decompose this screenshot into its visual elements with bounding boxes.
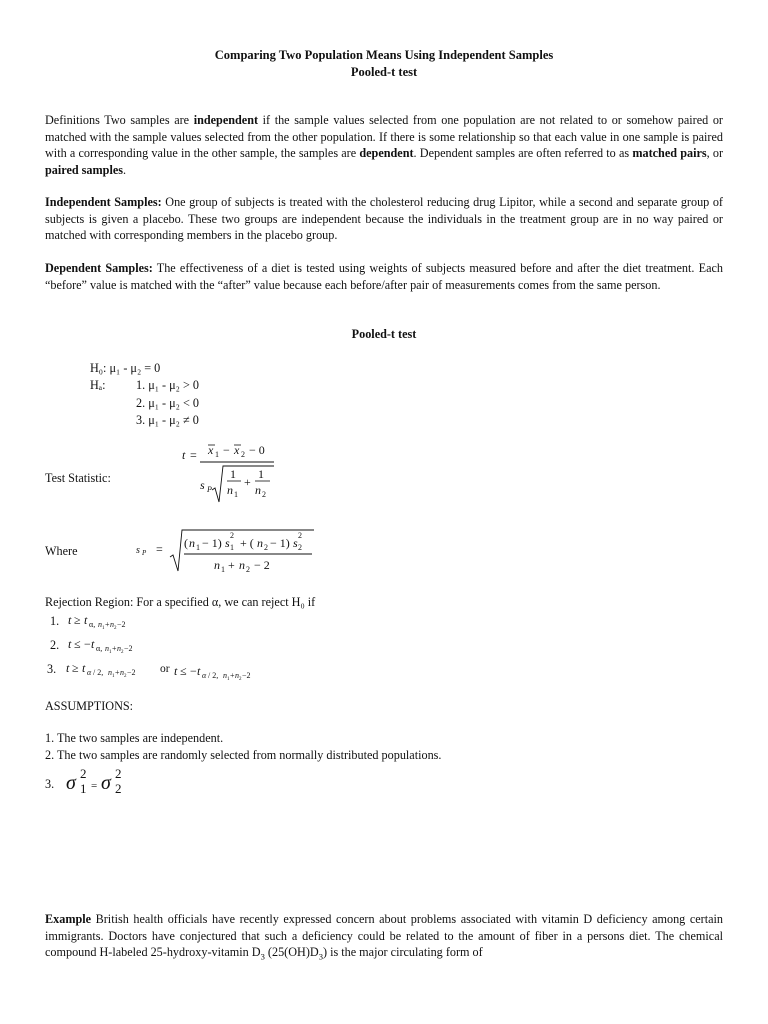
svg-text:n: n xyxy=(110,620,114,629)
assumptions-heading: ASSUMPTIONS: xyxy=(45,699,134,713)
equal-variance-formula xyxy=(66,765,146,795)
svg-text:≤: ≤ xyxy=(74,637,81,651)
svg-text:n: n xyxy=(255,483,261,497)
pooled-sd-formula xyxy=(136,527,321,577)
rejection-formula-3 xyxy=(66,659,276,681)
svg-text:1: 1 xyxy=(109,650,112,655)
svg-text:1: 1 xyxy=(80,781,87,796)
svg-text:2: 2 xyxy=(114,626,117,631)
svg-text:s: s xyxy=(293,536,298,550)
svg-text:2: 2 xyxy=(124,674,127,679)
section-heading: Pooled-t test xyxy=(351,327,417,341)
svg-text:− 1): − 1) xyxy=(202,536,222,550)
definitions-text: if the sample values selected from one population are not related to or somehow paired or matched with the sample values selected from the other population. If there is some relationship so that each value in one sample is paired with a corresponding value in the other sample, the samples are xyxy=(45,113,723,161)
svg-text:2: 2 xyxy=(298,531,302,540)
dependent-samples-label: Dependent Samples: xyxy=(45,261,153,275)
svg-text:2: 2 xyxy=(241,450,245,459)
svg-text:t: t xyxy=(182,448,186,462)
term-dependent: dependent xyxy=(359,146,414,161)
svg-text:n: n xyxy=(214,558,220,572)
example-text: (25(OH)D xyxy=(264,945,319,960)
svg-text:n: n xyxy=(98,620,102,629)
svg-text:1: 1 xyxy=(221,565,225,574)
svg-text:1: 1 xyxy=(258,467,264,481)
svg-text:1: 1 xyxy=(227,677,230,682)
svg-text:α,: α, xyxy=(89,620,96,629)
rejection-item-3-number: 3. xyxy=(47,662,57,676)
svg-text:s: s xyxy=(136,545,140,556)
term-matched-pairs: matched pairs xyxy=(632,146,707,161)
alt-hypothesis-3: 3. μ₁ - μ₂ ≠ 0 xyxy=(136,413,199,427)
svg-text:α,: α, xyxy=(96,644,103,653)
svg-text:α: α xyxy=(202,671,207,680)
svg-text:t: t xyxy=(82,661,86,675)
svg-text:n: n xyxy=(239,558,245,572)
dependent-samples-text: The effectiveness of a diet is tested using weights of subjects measured before and after the diet treatment. Each “before” value is matched with the “after” value because each before/after pair of measurements comes from the same person. xyxy=(45,261,723,292)
svg-text:+: + xyxy=(230,671,235,680)
svg-text:x: x xyxy=(208,443,214,457)
svg-text:+: + xyxy=(105,620,110,629)
page-title: Comparing Two Population Means Using Independent Samples xyxy=(214,48,554,62)
svg-text:1: 1 xyxy=(230,543,234,552)
svg-text:1: 1 xyxy=(230,467,236,481)
where-label: Where xyxy=(45,544,78,558)
assumption-2: 2. The two samples are randomly selected from normally distributed populations. xyxy=(45,748,442,762)
svg-text:1: 1 xyxy=(112,674,115,679)
svg-text:n: n xyxy=(108,668,112,677)
svg-text:P: P xyxy=(207,485,212,494)
svg-text:n: n xyxy=(223,671,227,680)
svg-text:n: n xyxy=(189,536,195,550)
svg-text:+ (: + ( xyxy=(240,536,254,550)
svg-text:=: = xyxy=(156,542,163,556)
svg-text:x: x xyxy=(234,443,240,457)
svg-text:2: 2 xyxy=(115,766,122,781)
svg-text:n: n xyxy=(235,671,239,680)
example-text: British health officials have recently expressed concern about problems associated with vitamin D deficiency among certain immigrants. Doctors have conjectured that such a deficiency could be related to the amount of fiber in a persons diet. The chemical compound H-labeled 25-hydroxy-vitamin D xyxy=(45,912,723,960)
example-text: ) is the major circulating form of xyxy=(322,945,483,960)
svg-text:+: + xyxy=(115,668,120,677)
svg-text:−2: −2 xyxy=(117,620,126,629)
alt-hypothesis-2: 2. μ₁ - μ₂ < 0 xyxy=(136,396,199,410)
svg-text:− 1): − 1) xyxy=(270,536,290,550)
svg-text:n: n xyxy=(227,483,233,497)
definitions-text: . xyxy=(123,162,127,177)
svg-text:2: 2 xyxy=(246,565,250,574)
svg-text:t: t xyxy=(68,613,72,627)
svg-text:P: P xyxy=(142,549,147,557)
definitions-text: . Dependent samples are often referred to as xyxy=(413,146,633,161)
svg-text:1: 1 xyxy=(215,450,219,459)
example-paragraph xyxy=(45,911,723,961)
svg-text:σ: σ xyxy=(66,772,76,794)
svg-text:t: t xyxy=(91,637,95,651)
rejection-item-1-number: 1. xyxy=(50,614,60,628)
alt-hypothesis-1: 1. μ₁ - μ₂ > 0 xyxy=(136,378,199,392)
svg-text:1: 1 xyxy=(234,490,238,499)
test-statistic-label: Test Statistic: xyxy=(45,471,111,485)
svg-text:/ 2,: / 2, xyxy=(93,668,104,677)
definitions-paragraph xyxy=(45,112,723,178)
svg-text:t: t xyxy=(197,664,201,678)
svg-text:(: ( xyxy=(184,536,188,550)
dependent-samples-paragraph xyxy=(45,260,723,293)
term-paired-samples: paired samples xyxy=(45,162,123,177)
svg-text:s: s xyxy=(225,536,230,550)
svg-text:1: 1 xyxy=(102,626,105,631)
example-subscript: 3 xyxy=(318,951,323,962)
svg-text:2: 2 xyxy=(230,531,234,540)
svg-text:t: t xyxy=(66,661,70,675)
definitions-text: Definitions Two samples are xyxy=(45,113,194,127)
rejection-item-2-number: 2. xyxy=(50,638,60,652)
svg-text:n: n xyxy=(257,536,263,550)
svg-text:−: − xyxy=(190,664,197,678)
svg-text:≤: ≤ xyxy=(180,664,187,678)
svg-text:+: + xyxy=(244,475,251,489)
rejection-region-intro: Rejection Region: For a specified α, we can reject H₀ if xyxy=(45,595,316,609)
independent-samples-paragraph xyxy=(45,194,723,244)
svg-text:−2: −2 xyxy=(127,668,136,677)
svg-text:2: 2 xyxy=(121,650,124,655)
svg-text:−: − xyxy=(84,637,91,651)
svg-text:+: + xyxy=(228,558,235,572)
svg-text:σ: σ xyxy=(101,772,111,794)
svg-text:/ 2,: / 2, xyxy=(208,671,219,680)
svg-text:2: 2 xyxy=(264,543,268,552)
svg-text:1: 1 xyxy=(196,543,200,552)
svg-text:2: 2 xyxy=(239,677,242,682)
independent-samples-label: Independent Samples: xyxy=(45,195,162,209)
rejection-formula-2 xyxy=(68,635,168,655)
svg-text:−: − xyxy=(223,443,230,457)
svg-text:− 0: − 0 xyxy=(249,443,265,457)
svg-text:n: n xyxy=(117,644,121,653)
svg-text:−2: −2 xyxy=(242,671,251,680)
definitions-text: , or xyxy=(706,146,724,161)
rejection-formula-1 xyxy=(68,611,168,631)
svg-text:s: s xyxy=(200,478,205,492)
page-subtitle: Pooled-t test xyxy=(350,65,418,79)
svg-text:=: = xyxy=(91,780,98,792)
svg-text:α: α xyxy=(87,668,92,677)
null-hypothesis: H₀: μ₁ - μ₂ = 0 xyxy=(90,361,161,375)
svg-text:−2: −2 xyxy=(124,644,133,653)
test-statistic-formula xyxy=(178,442,288,512)
assumption-1: 1. The two samples are independent. xyxy=(45,731,224,745)
svg-text:=: = xyxy=(190,448,197,462)
example-label: Example xyxy=(45,912,92,926)
svg-text:− 2: − 2 xyxy=(254,558,270,572)
rejection-or: or xyxy=(160,663,170,675)
svg-text:t: t xyxy=(174,664,178,678)
svg-text:2: 2 xyxy=(298,543,302,552)
svg-text:t: t xyxy=(68,637,72,651)
svg-text:n: n xyxy=(105,644,109,653)
svg-text:≥: ≥ xyxy=(72,661,79,675)
svg-text:2: 2 xyxy=(262,490,266,499)
alt-hypothesis-label: Hₐ: xyxy=(90,378,106,392)
example-subscript: 3 xyxy=(260,951,265,962)
svg-text:n: n xyxy=(120,668,124,677)
svg-text:≥: ≥ xyxy=(74,613,81,627)
term-independent: independent xyxy=(193,113,259,127)
independent-samples-text: One group of subjects is treated with the cholesterol reducing drug Lipitor, while a second and separate group of subjects is given a placebo. These two groups are independent because the individuals in the treatment group are in no way paired or matched with corresponding members in the placebo group. xyxy=(45,195,723,243)
assumption-3-number: 3. xyxy=(45,777,55,791)
svg-text:2: 2 xyxy=(115,781,122,796)
svg-text:t: t xyxy=(84,613,88,627)
svg-text:+: + xyxy=(112,644,117,653)
svg-text:2: 2 xyxy=(80,766,87,781)
